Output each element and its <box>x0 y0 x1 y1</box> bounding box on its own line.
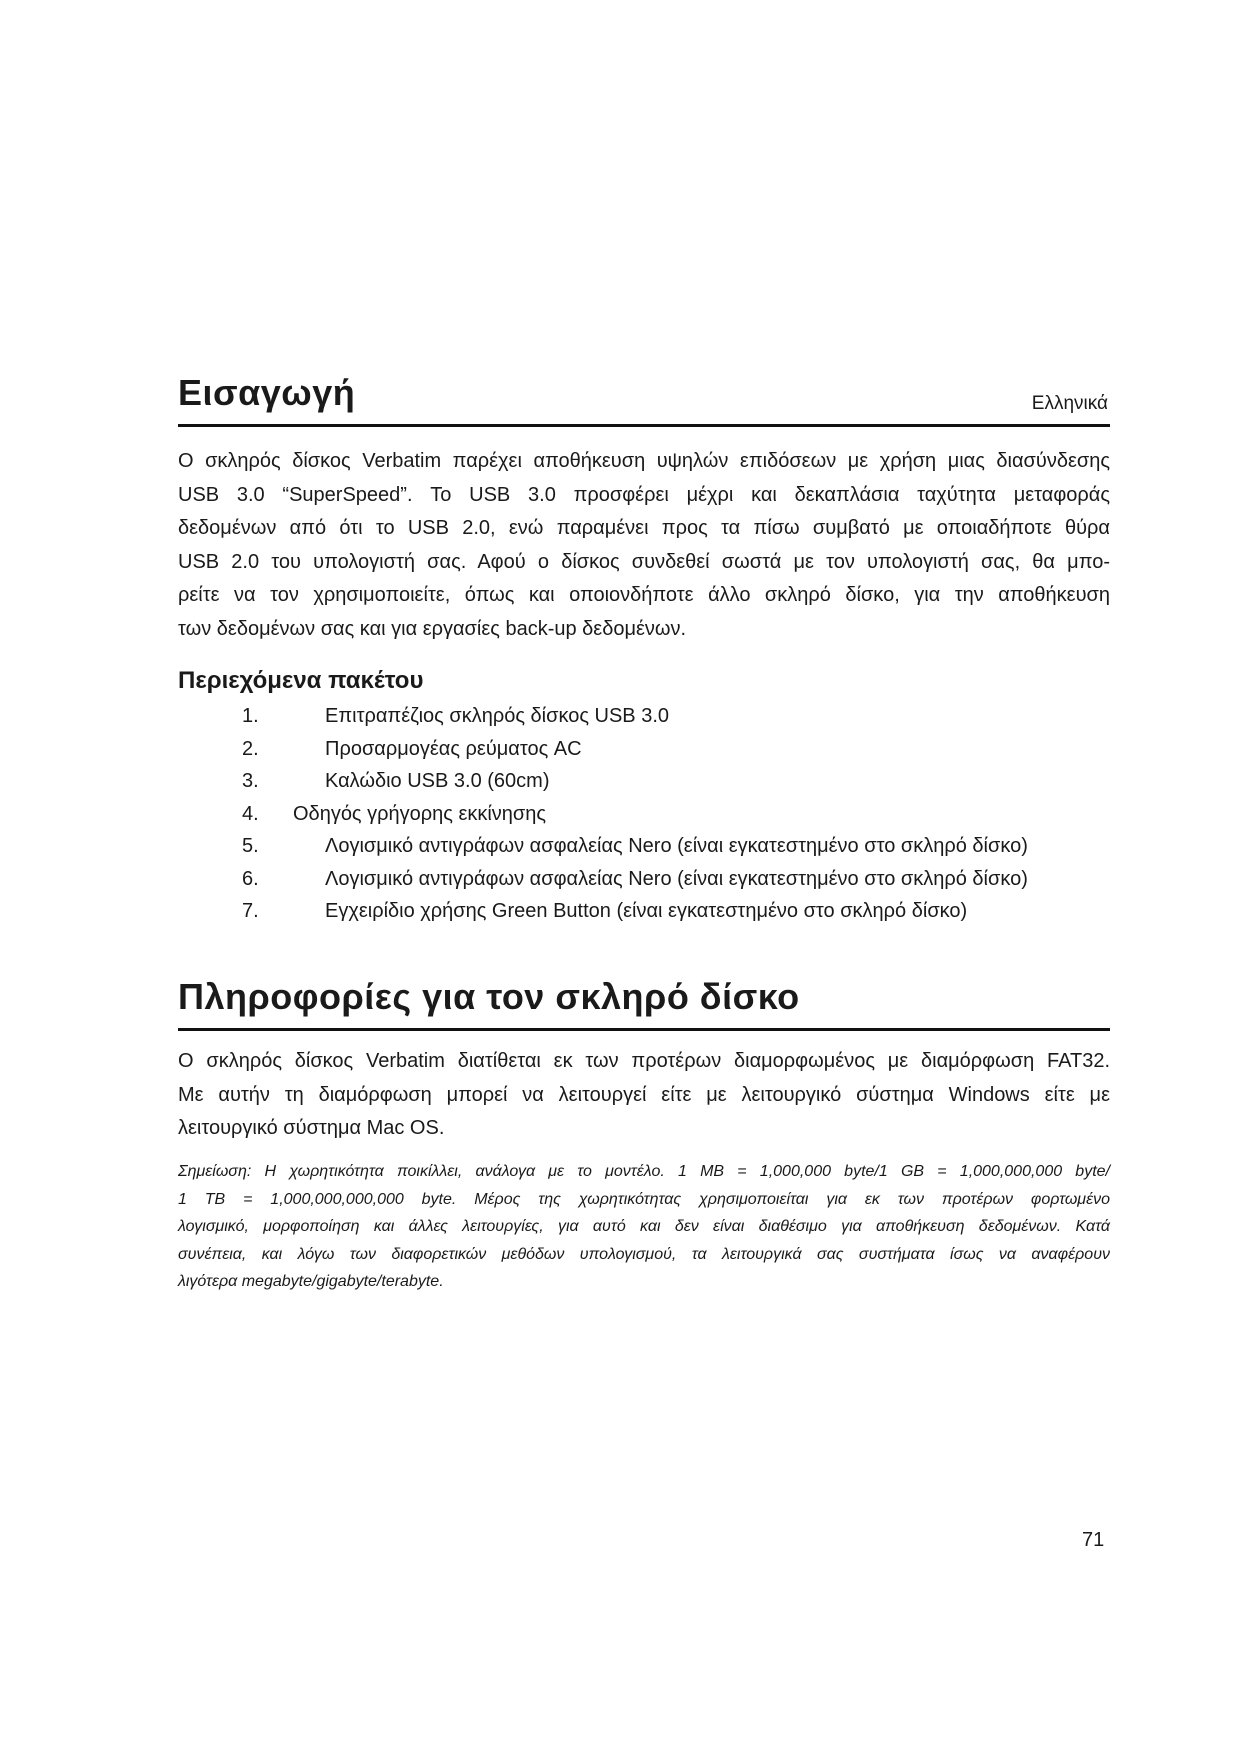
note-line: Σημείωση: Η χωρητικότητα ποικίλλει, ανάλογα με το μοντέλο. 1 MB = 1,000,000 byte/1 GB = 1,000,000,000 byte/ <box>178 1163 1110 1180</box>
paragraph-line: Ο σκληρός δίσκος Verbatim διατίθεται εκ των προτέρων διαμορφωμένος με διαμόρφωση FAT32. <box>178 1050 1110 1072</box>
list-item-number: 1. <box>242 705 259 727</box>
paragraph-line: των δεδομένων σας και για εργασίες back-up δεδομένων. <box>178 617 687 640</box>
paragraph-line: λειτουργικό σύστημα Mac OS. <box>178 1117 445 1139</box>
section-divider <box>178 424 1110 427</box>
list-item <box>178 798 1110 831</box>
list-item-number: 2. <box>242 737 259 760</box>
section-title-drive-info: Πληροφορίες για τον σκληρό δίσκο <box>178 976 800 1017</box>
list-item-number: 6. <box>242 867 259 890</box>
paragraph-line: USB 3.0 “SuperSpeed”. Το USB 3.0 προσφέρει μέχρι και δεκαπλάσια ταχύτητα μεταφοράς <box>178 483 1110 506</box>
list-item-text: Λογισμικό αντιγράφων ασφαλείας Nero (είναι εγκατεστημένο στο σκληρό δίσκο) <box>325 867 1028 890</box>
paragraph-line: Με αυτήν τη διαμόρφωση μπορεί να λειτουργεί είτε με λειτουργικό σύστημα Windows είτε με <box>178 1083 1110 1106</box>
list-item <box>178 765 1110 798</box>
drive-info-paragraph <box>178 1045 1110 1146</box>
list-item-text: Επιτραπέζιος σκληρός δίσκος USB 3.0 <box>325 705 669 727</box>
list-item-text: Εγχειρίδιο χρήσης Green Button (είναι εγκατεστημένο στο σκληρό δίσκο) <box>325 900 968 922</box>
list-item <box>178 863 1110 896</box>
language-label: Ελληνικά <box>1031 393 1108 414</box>
list-item <box>178 700 1110 733</box>
note-line: λογισμικό, μορφοποίηση και άλλες λειτουργίες, για αυτό και δεν είναι διαθέσιμο για αποθήκευση δεδομένων. Κατά <box>178 1218 1110 1235</box>
capacity-note <box>178 1158 1110 1296</box>
list-item-number: 5. <box>242 835 259 857</box>
paragraph-line: USB 2.0 του υπολογιστή σας. Αφού ο δίσκος συνδεθεί σωστά με τον υπολογιστή σας, θα μπο- <box>178 550 1110 573</box>
list-item-number: 7. <box>242 900 259 922</box>
page-number: 71 <box>1082 1529 1105 1551</box>
package-contents-heading: Περιεχόμενα πακέτου <box>178 667 424 694</box>
package-contents-list <box>178 700 1110 928</box>
list-item-text: Καλώδιο USB 3.0 (60cm) <box>325 770 550 792</box>
list-item <box>178 895 1110 928</box>
list-item-text: Οδηγός γρήγορης εκκίνησης <box>293 802 547 825</box>
note-line: συνέπεια, και λόγω των διαφορετικών μεθόδων υπολογισμού, τα λειτουργικά σας συστήματα ίσως να αναφέρουν <box>178 1245 1110 1263</box>
introduction-paragraph <box>178 445 1110 646</box>
paragraph-line: δεδομένων από ότι το USB 2.0, ενώ παραμένει προς τα πίσω συμβατό με οποιαδήποτε θύρα <box>178 517 1110 539</box>
list-item-number: 3. <box>242 770 259 792</box>
paragraph-line: ρείτε να τον χρησιμοποιείτε, όπως και οποιονδήποτε άλλο σκληρό δίσκο, για την αποθήκευση <box>178 584 1110 606</box>
list-item-number: 4. <box>242 802 259 825</box>
section-divider <box>178 1028 1110 1031</box>
section-title-introduction: Εισαγωγή <box>178 372 356 413</box>
list-item-text: Προσαρμογέας ρεύματος AC <box>325 737 582 760</box>
note-line: λιγότερα megabyte/gigabyte/terabyte. <box>178 1273 444 1290</box>
list-item <box>178 830 1110 863</box>
list-item-text: Λογισμικό αντιγράφων ασφαλείας Nero (είναι εγκατεστημένο στο σκληρό δίσκο) <box>325 835 1028 857</box>
note-line: 1 TB = 1,000,000,000,000 byte. Μέρος της χωρητικότητας χρησιμοποιείται για εκ των προτέρων φορτωμένο <box>178 1190 1110 1208</box>
paragraph-line: Ο σκληρός δίσκος Verbatim παρέχει αποθήκευση υψηλών επιδόσεων με χρήση μιας διασύνδεσης <box>178 450 1110 472</box>
list-item <box>178 733 1110 766</box>
